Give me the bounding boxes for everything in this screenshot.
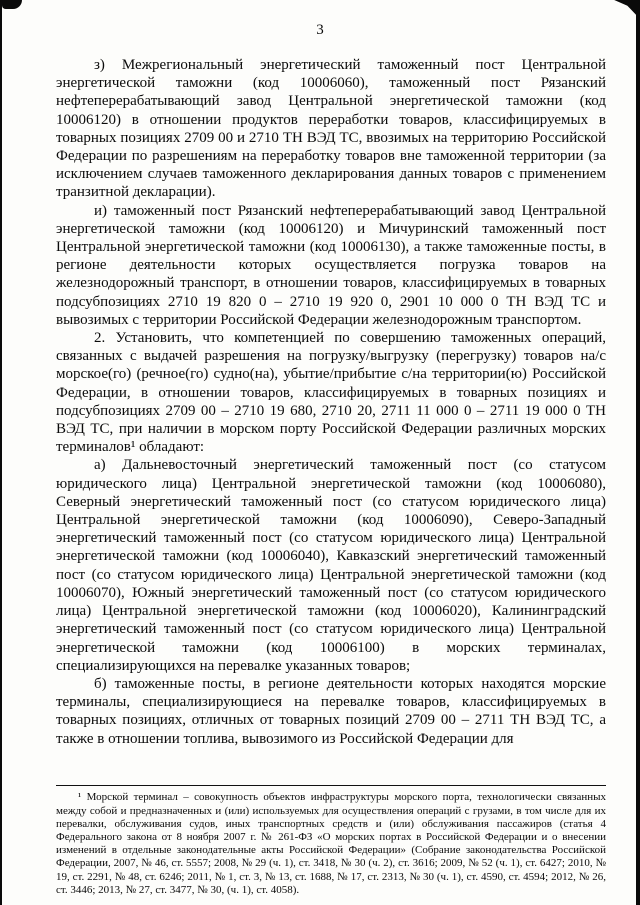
page-number: 3	[316, 22, 324, 38]
paragraph-b: б) таможенные посты, в регионе деятельности которых находятся морские терминалы, специализирующиеся на перевалке товаров, классифицируемых в товарных позициях, отличных от товарных позиций 2709 00 – 2711 ТН ВЭД ТС, а также в отношении топлива, вывозимого из Российской Федерации для	[56, 675, 606, 747]
footnote-section	[56, 785, 606, 897]
scan-artifact-left-edge	[0, 0, 2, 905]
footnote-separator-line	[56, 785, 606, 786]
paragraph-i: и) таможенный пост Рязанский нефтеперерабатывающий завод Центральной энергетической таможни (код 10006120) и Мичуринский таможенный пост Центральной энергетической таможни (код 10006130), а также таможенные посты, в регионе деятельности которых осуществляется погрузка товаров на железнодорожный транспорт, в отношении товаров, классифицируемых в товарных подсубпозициях 2710 19 820 0 – 2710 19 920 0, 2901 10 000 0 ТН ВЭД ТС и вывозимых с территории Российской Федерации железнодорожным транспортом.	[56, 202, 606, 328]
footnote-text: ¹ Морской терминал – совокупность объектов инфраструктуры морского порта, технологически связанных между собой и предназначенных и (или) используемых для осуществления операций с грузами, в том числе для их перевалки, обслуживания судов, иных транспортных средств и (или) обслуживания пассажиров (статья 4 Федерального закона от 8 ноября 2007 г. № 261-ФЗ «О морских портах в Российской Федерации и о внесении изменений в отдельные законодательные акты Российской Федерации» (Собрание законодательства Российской Федерации, 2007, № 46, ст. 5557; 2008, № 29 (ч. 1), ст. 3418, № 30 (ч. 2), ст. 3616; 2009, № 52 (ч. 1), ст. 6427; 2010, № 19, ст. 2291, № 48, ст. 6246; 2011, № 1, ст. 3, № 13, ст. 1688, № 17, ст. 2313, № 30 (ч. 1), ст. 4590, ст. 4594; 2012, № 26, ст. 3446; 2013, № 27, ст. 3477, № 30, (ч. 1), ст. 4058).	[56, 791, 606, 896]
paragraph-2: 2. Установить, что компетенцией по совершению таможенных операций, связанных с выдачей разрешения на погрузку/выгрузку (перегрузку) товаров на/с морское(го) (речное(го) судно(на), убытие/прибытие с/на территории(ю) Российской Федерации, в отношении товаров, классифицируемых в товарных позициях и подсубпозициях 2709 00 – 2710 19 680, 2710 20, 2711 11 000 0 – 2711 19 000 0 ТН ВЭД ТС, при наличии в морском порту Российской Федерации различных морских терминалов¹ обладают:	[56, 330, 606, 456]
document-body	[56, 56, 606, 748]
scan-artifact-right-edge	[636, 0, 640, 905]
paragraph-a: а) Дальневосточный энергетический таможенный пост (со статусом юридического лица) Центральной энергетической таможни (код 10006080), Северный энергетический таможенный пост (со статусом юридического лица) Центральной энергетической таможни (код 10006090), Северо-Западный энергетический таможенный пост (со статусом юридического лица) Центральной энергетической таможни (код 10006040), Кавказский энергетический таможенный пост (со статусом юридического лица) Центральной энергетической таможни (код 10006070), Южный энергетический таможенный пост (со статусом юридического лица) Центральной энергетической таможни (код 10006020), Калининградский энергетический таможенный пост (со статусом юридического лица) Центральной энергетической таможни (код 10006100) в морских терминалах, специализирующихся на перевалке указанных товаров;	[56, 457, 606, 674]
scan-artifact-top-left-corner	[2, 0, 22, 9]
paragraph-z: з) Межрегиональный энергетический таможенный пост Центральной энергетической таможни (код 10006060), таможенный пост Рязанский нефтеперерабатывающий завод Центральной энергетической таможни (код 10006120) в отношении продуктов переработки товаров, классифицируемых в товарных позициях 2709 00 и 2710 ТН ВЭД ТС, ввозимых на территорию Российской Федерации по разрешениям на переработку товаров вне таможенной территории (за исключением случаев таможенного декларирования данных товаров с применением транзитной декларации).	[56, 57, 606, 201]
